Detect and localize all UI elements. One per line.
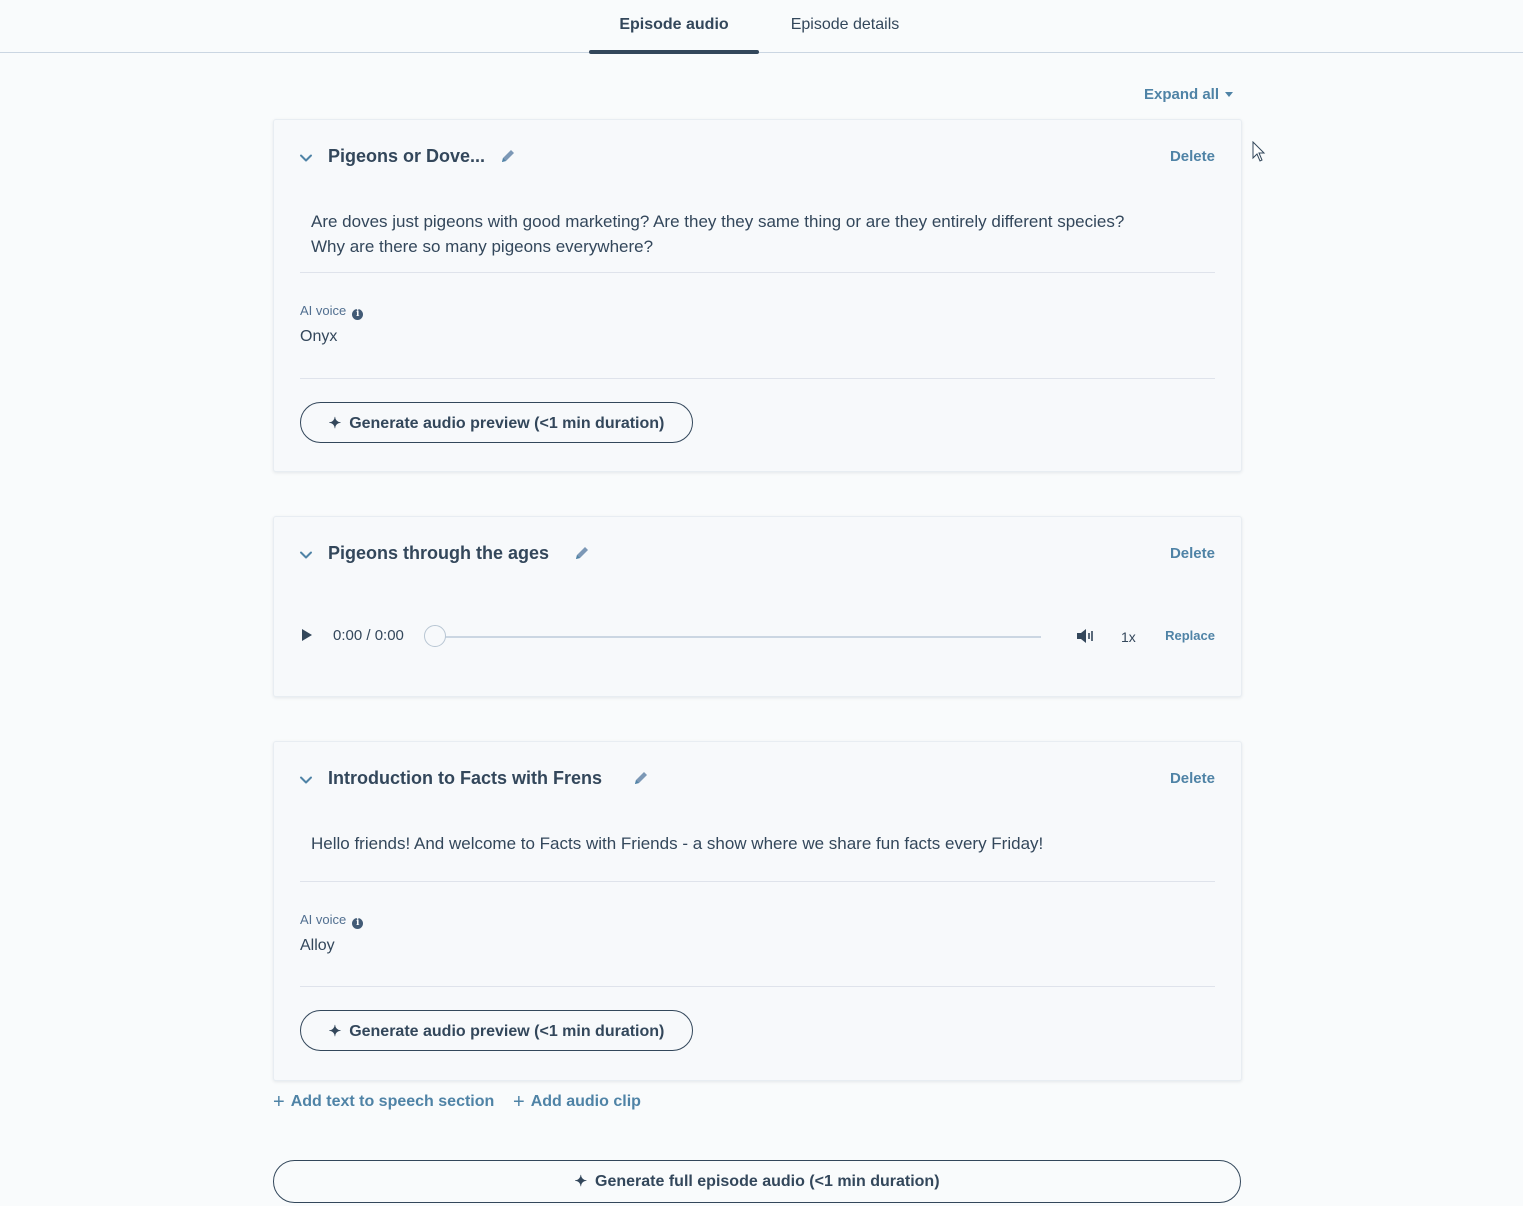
delete-button[interactable]: Delete: [1169, 770, 1215, 787]
playback-speed[interactable]: 1x: [1121, 629, 1136, 645]
generate-preview-button[interactable]: ✦ Generate audio preview (<1 min duration): [300, 402, 693, 443]
add-text-to-speech-button[interactable]: + Add text to speech section: [273, 1091, 495, 1113]
section-header: [298, 146, 1215, 172]
info-icon[interactable]: i: [352, 918, 363, 929]
section-title: Introduction to Facts with Frens: [328, 768, 602, 788]
section-title: Pigeons through the ages: [328, 543, 550, 563]
add-audio-clip-button[interactable]: + Add audio clip: [513, 1091, 641, 1113]
tab-episode-audio[interactable]: Episode audio: [589, 0, 759, 52]
sparkle-icon: ✦: [574, 1173, 588, 1190]
section-card-audio-clip: [273, 516, 1242, 697]
plus-icon: +: [513, 1091, 525, 1113]
sparkle-icon: ✦: [328, 1023, 342, 1040]
ai-voice-value[interactable]: Alloy: [300, 937, 335, 954]
ai-voice-value[interactable]: Onyx: [300, 328, 338, 345]
chevron-down-icon[interactable]: [298, 150, 314, 166]
sparkle-icon: ✦: [328, 415, 342, 432]
plus-icon: +: [273, 1091, 285, 1113]
seek-thumb[interactable]: [424, 625, 446, 647]
divider: [300, 881, 1215, 882]
replace-button[interactable]: Replace: [1165, 628, 1215, 643]
section-script-text[interactable]: Hello friends! And welcome to Facts with Friends - a show where we share fun facts every Friday!: [311, 834, 1044, 853]
delete-button[interactable]: Delete: [1169, 148, 1215, 165]
chevron-down-icon[interactable]: [298, 772, 314, 788]
chevron-down-icon[interactable]: [298, 547, 314, 563]
caret-down-icon: [1225, 92, 1233, 97]
ai-voice-label: AI voice i: [300, 303, 363, 320]
section-header: [298, 543, 1215, 569]
tab-bar: [0, 0, 1523, 53]
pencil-icon[interactable]: [574, 545, 590, 561]
pencil-icon[interactable]: [633, 770, 649, 786]
mouse-cursor-icon: [1252, 141, 1266, 163]
section-script-text[interactable]: Are doves just pigeons with good marketing? Are they they same thing or are they entirely different species? Why are there so many pigeons everywhere?: [311, 212, 1125, 256]
seek-bar[interactable]: [444, 636, 1041, 638]
play-icon[interactable]: [302, 629, 312, 641]
section-card-tts: [273, 741, 1242, 1081]
volume-icon[interactable]: [1076, 627, 1096, 645]
audio-player: [302, 625, 1215, 649]
divider: [300, 378, 1215, 379]
info-icon[interactable]: i: [352, 309, 363, 320]
ai-voice-label: AI voice i: [300, 912, 363, 929]
section-header: [298, 768, 1215, 794]
generate-full-episode-button[interactable]: ✦ Generate full episode audio (<1 min duration): [273, 1160, 1241, 1203]
section-card-tts: [273, 119, 1242, 472]
section-title: Pigeons or Dove...: [328, 146, 486, 166]
divider: [300, 272, 1215, 273]
pencil-icon[interactable]: [500, 148, 516, 164]
delete-button[interactable]: Delete: [1169, 545, 1215, 562]
expand-all-label: Expand all: [1144, 86, 1220, 103]
tab-episode-details[interactable]: Episode details: [790, 16, 900, 33]
expand-all-button[interactable]: [1144, 86, 1233, 103]
time-readout: 0:00 / 0:00: [333, 627, 404, 644]
divider: [300, 986, 1215, 987]
generate-preview-button[interactable]: ✦ Generate audio preview (<1 min duration): [300, 1010, 693, 1051]
